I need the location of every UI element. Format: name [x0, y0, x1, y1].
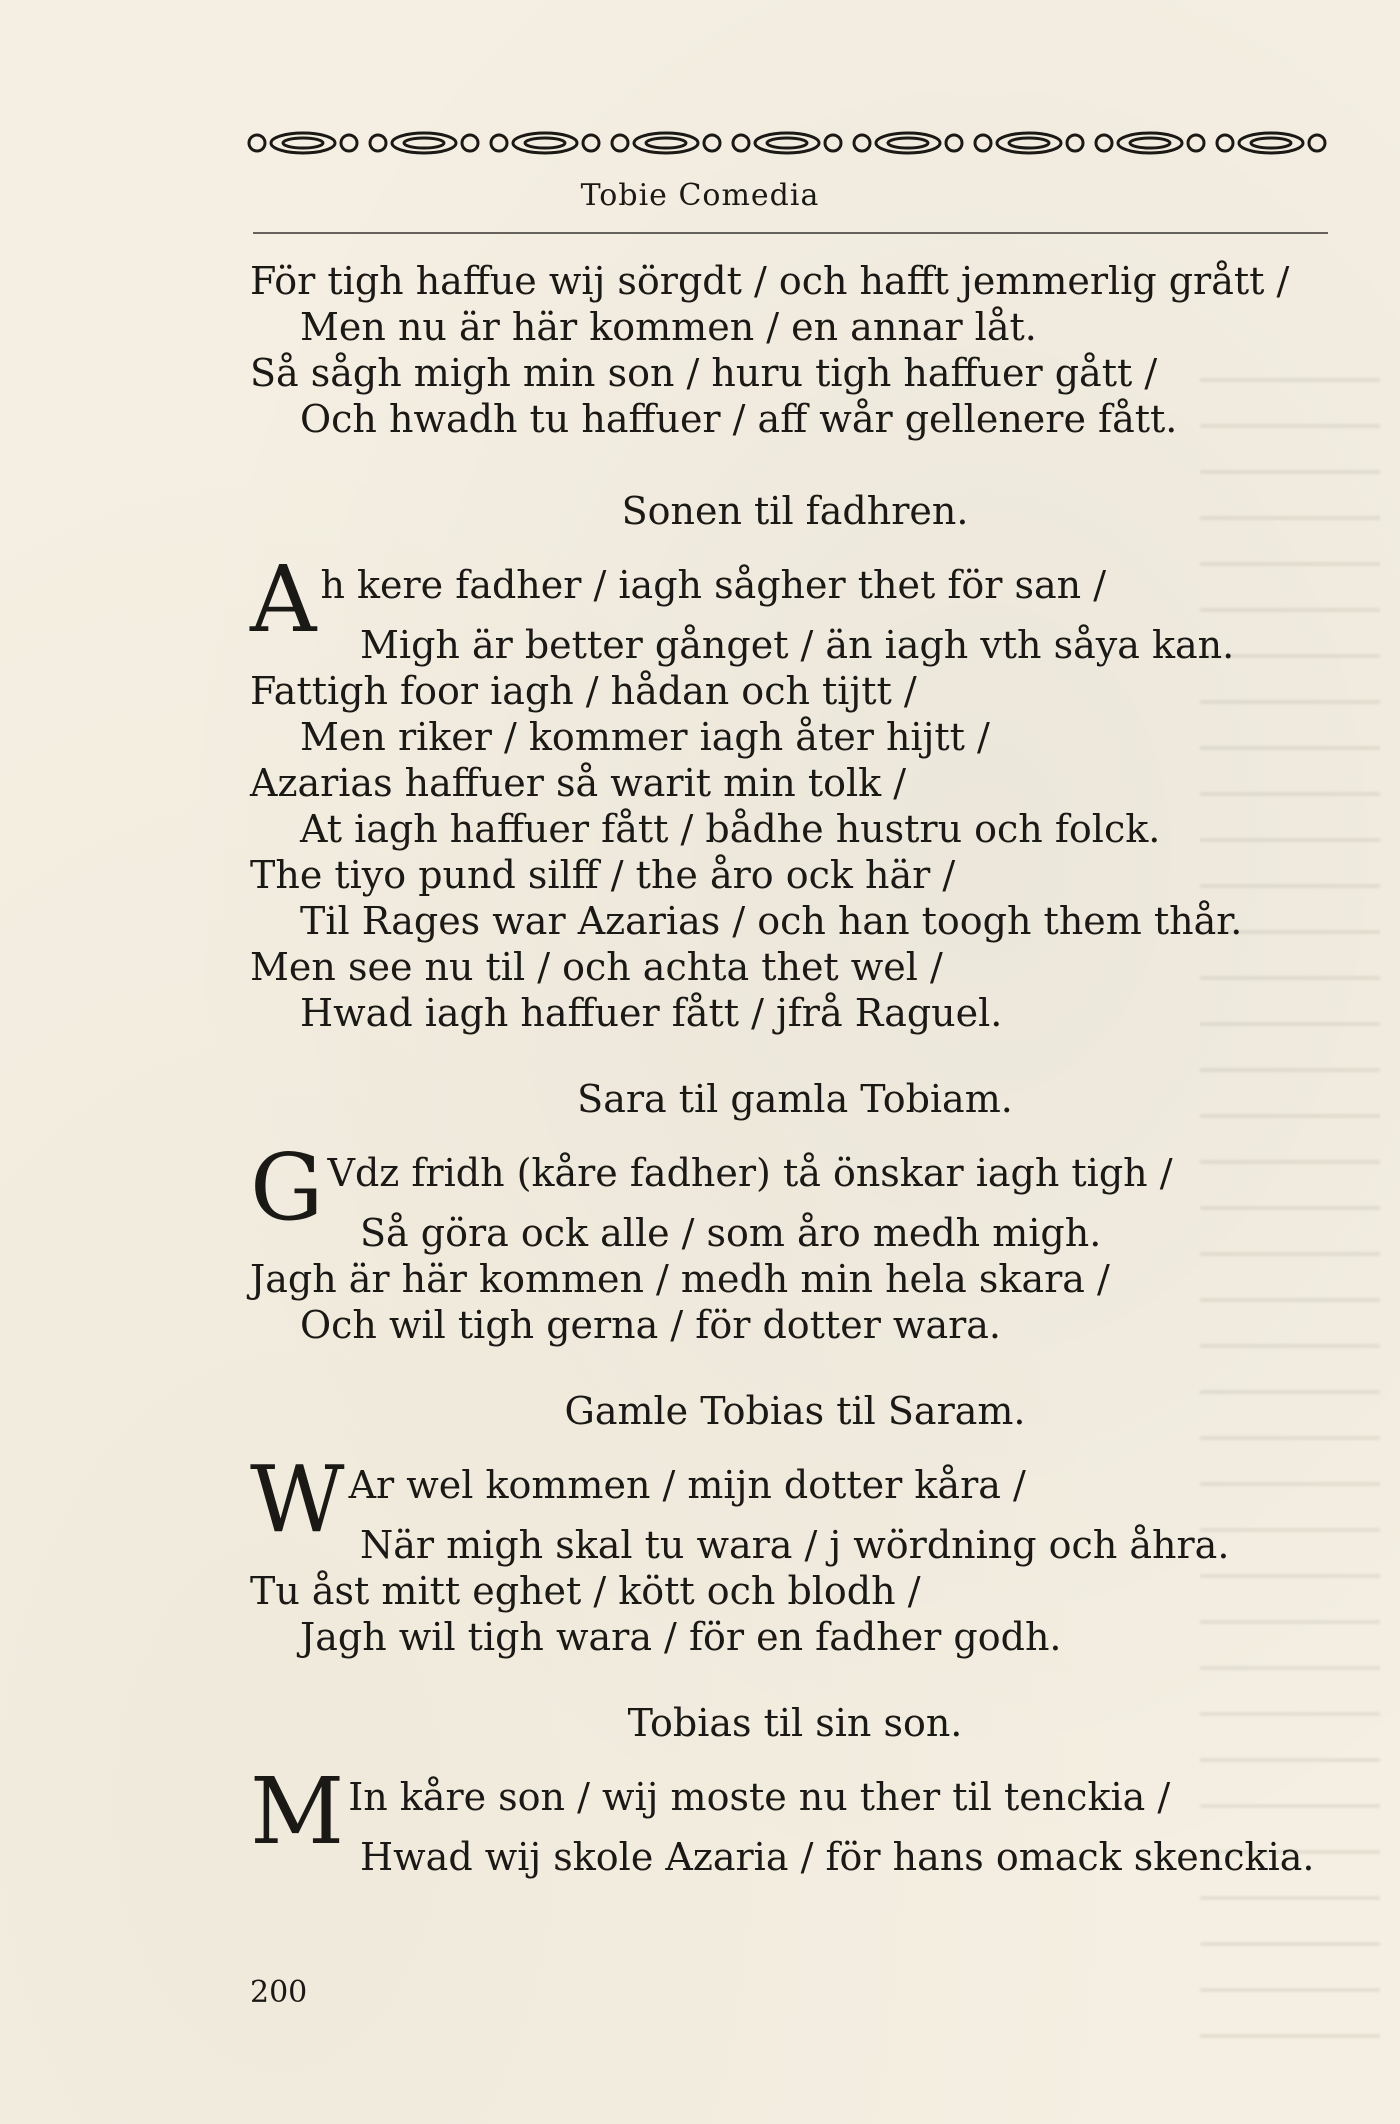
speaker-heading: Tobias til sin son.	[627, 1701, 963, 1745]
verse-line: h kere fadher / iagh sågher thet för san /	[320, 563, 1107, 607]
heading-gap	[250, 534, 1340, 562]
verse-line: Och wil tigh gerna / för dotter wara.	[300, 1303, 1002, 1347]
verse-line: At iagh haffuer fått / bådhe hustru och folck.	[300, 807, 1161, 851]
stanza-old-tobias-to-sara	[250, 1388, 1340, 1660]
verse-line: Jagh är här kommen / medh min hela skara /	[250, 1257, 1110, 1301]
stanza-opening	[250, 258, 1340, 442]
running-header-title: Tobie Comedia	[580, 178, 820, 213]
verse-line: För tigh haffue wij sörgdt / och hafft jemmerlig grått /	[250, 259, 1290, 303]
stanza-tobias-to-son	[250, 1700, 1340, 1880]
verse-line: Migh är better gånget / än iagh vth såya kan.	[360, 623, 1235, 667]
verse-line: Hwad wij skole Azaria / för hans omack skenckia.	[360, 1835, 1315, 1879]
verse-line: Men riker / kommer iagh åter hijtt /	[300, 715, 990, 759]
speaker-heading: Gamle Tobias til Saram.	[564, 1389, 1026, 1433]
stanza-gap	[250, 1660, 1340, 1700]
verse-line: Men nu är här kommen / en annar låt.	[300, 305, 1037, 349]
speaker-heading: Sonen til fadhren.	[621, 489, 969, 533]
stanza-gap	[250, 442, 1340, 488]
stanza-gap	[250, 1348, 1340, 1388]
verse-line: När migh skal tu wara / j wördning och åhra.	[360, 1523, 1230, 1567]
heading-gap	[250, 1122, 1340, 1150]
verse-line: In kåre son / wij moste nu ther til tenckia /	[348, 1775, 1171, 1819]
verse-line: Men see nu til / och achta thet wel /	[250, 945, 943, 989]
verse-line: Tu åst mitt eghet / kött och blodh /	[250, 1569, 921, 1613]
verse-line: The tiyo pund silff / the åro ock här /	[250, 853, 956, 897]
header-ornament-border	[245, 128, 1335, 158]
verse-line: Til Rages war Azarias / och han toogh them thår.	[300, 899, 1243, 943]
verse-line: Fattigh foor iagh / hådan och tijtt /	[250, 669, 917, 713]
verse-line: Azarias haffuer så warit min tolk /	[250, 761, 907, 805]
verse-line: Och hwadh tu haffuer / aff wår gellenere fått.	[300, 397, 1178, 441]
drop-cap: M	[250, 1758, 345, 1865]
header-rule	[253, 232, 1328, 234]
speaker-heading: Sara til gamla Tobiam.	[577, 1077, 1013, 1121]
stanza-son-to-father	[250, 488, 1340, 1036]
verse-line: Så göra ock alle / som åro medh migh.	[360, 1211, 1102, 1255]
verse-line: Ar wel kommen / mijn dotter kåra /	[348, 1463, 1026, 1507]
page-number: 200	[250, 1975, 308, 2010]
heading-gap	[250, 1746, 1340, 1774]
verse-line: Så sågh migh min son / huru tigh haffuer gått /	[250, 351, 1158, 395]
verse-line: Jagh wil tigh wara / för en fadher godh.	[300, 1615, 1062, 1659]
drop-cap: W	[250, 1446, 345, 1553]
drop-cap: A	[250, 546, 317, 653]
stanza-gap	[250, 1036, 1340, 1076]
verse-text	[250, 258, 1340, 1880]
drop-cap: G	[250, 1134, 324, 1241]
verse-line: Hwad iagh haffuer fått / jfrå Raguel.	[300, 991, 1003, 1035]
stanza-sara-to-tobias	[250, 1076, 1340, 1348]
verse-line: Vdz fridh (kåre fadher) tå önskar iagh tigh /	[327, 1151, 1173, 1195]
heading-gap	[250, 1434, 1340, 1462]
